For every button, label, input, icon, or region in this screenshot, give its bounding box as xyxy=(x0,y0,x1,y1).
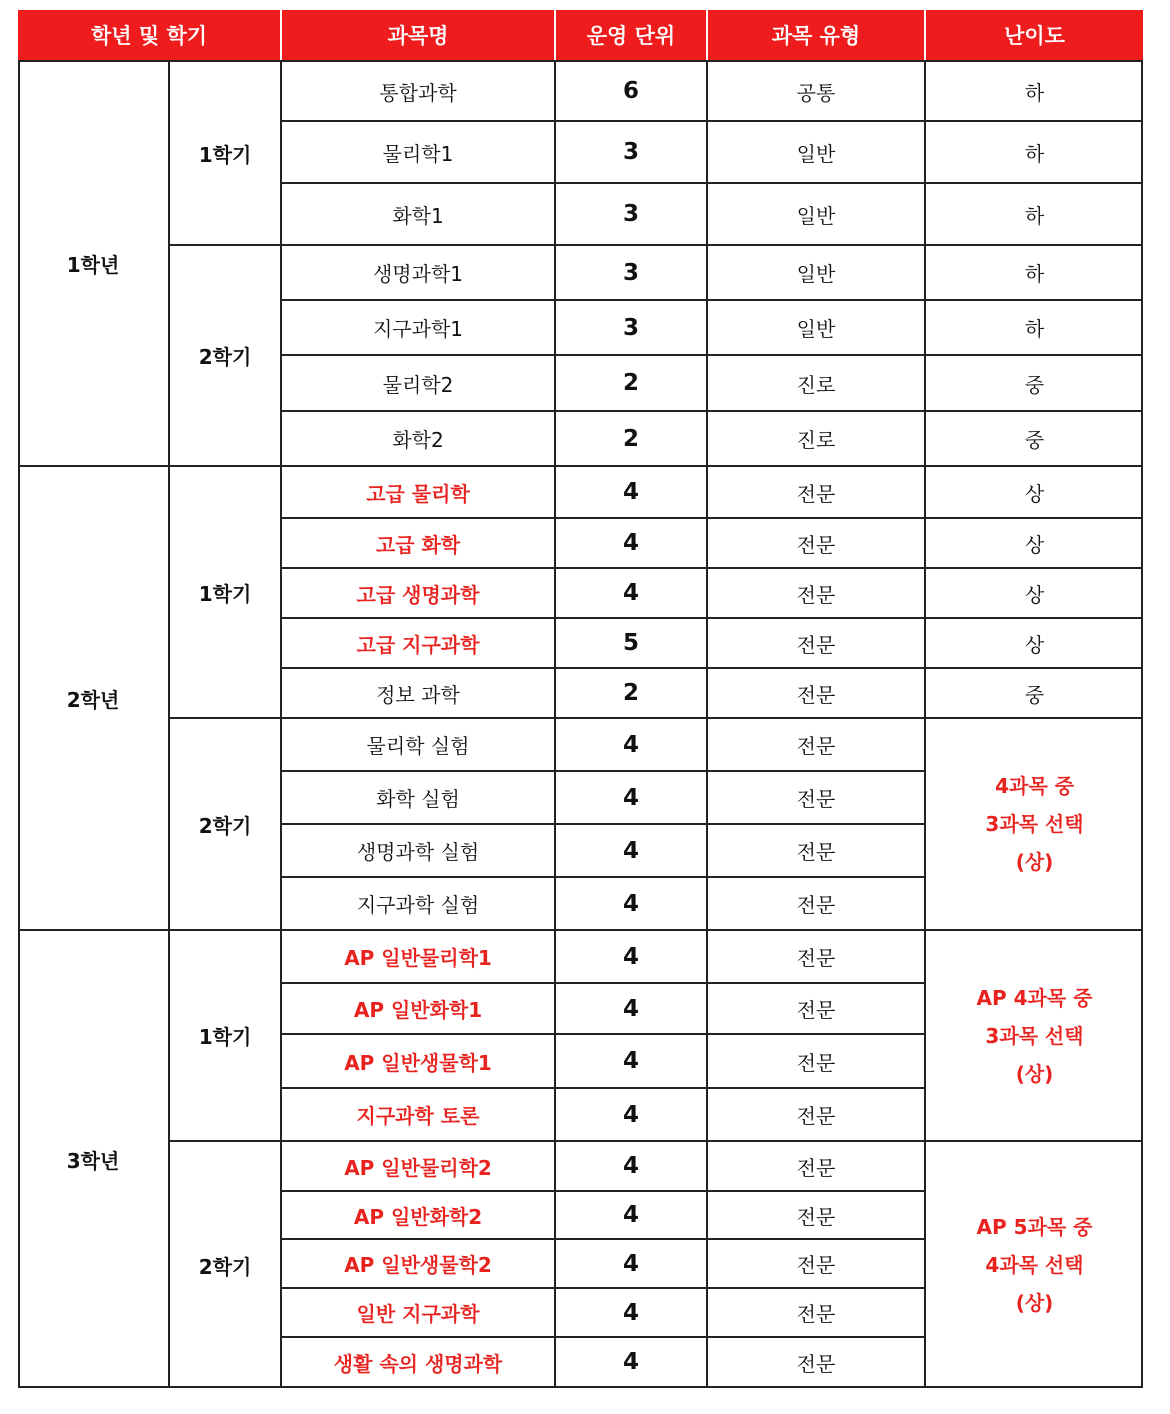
operating-units: 4 xyxy=(622,995,639,1022)
subject-name: 지구과학 토론 xyxy=(356,1104,480,1128)
note-line: (상) xyxy=(1015,1061,1054,1086)
operating-units: 2 xyxy=(622,425,639,452)
header-grade-semester: 학년 및 학기 xyxy=(18,10,280,60)
subject-name: 통합과학 xyxy=(379,80,457,105)
operating-units: 3 xyxy=(622,259,639,286)
subject-type: 일반 xyxy=(796,317,836,341)
semester-g1-s2: 2학기 xyxy=(198,345,252,369)
subject-type: 전문 xyxy=(796,1104,836,1128)
operating-units: 4 xyxy=(622,837,639,864)
selection-note-grade3-s1 xyxy=(926,931,1143,1140)
difficulty-level: 하 xyxy=(1024,262,1045,286)
subject-type: 전문 xyxy=(796,734,836,758)
table-border xyxy=(280,410,1143,412)
difficulty-level: 중 xyxy=(1024,372,1045,397)
table-border xyxy=(706,60,708,1388)
subject-name: 고급 화학 xyxy=(375,532,461,557)
operating-units: 3 xyxy=(622,314,639,341)
operating-units: 5 xyxy=(622,630,639,656)
curriculum-table xyxy=(18,10,1143,1388)
semester-g3-s1: 1학기 xyxy=(198,1025,252,1049)
table-border xyxy=(924,60,926,1388)
table-border xyxy=(280,182,1143,184)
selection-note-grade2-s2 xyxy=(926,719,1143,929)
table-border xyxy=(280,1033,926,1035)
table-border xyxy=(280,1336,926,1338)
subject-name: AP 일반화학1 xyxy=(353,998,483,1022)
subject-name: 정보 과학 xyxy=(376,682,460,707)
grade-2: 2학년 xyxy=(66,687,120,712)
subject-type: 전문 xyxy=(796,787,836,811)
difficulty-level: 상 xyxy=(1024,582,1045,607)
subject-name: 물리학1 xyxy=(382,141,454,166)
table-border xyxy=(280,667,1143,669)
subject-type: 전문 xyxy=(796,582,836,607)
operating-units: 4 xyxy=(622,479,639,505)
table-border xyxy=(1141,60,1143,1388)
table-border xyxy=(280,1238,926,1240)
table-border xyxy=(18,60,20,1388)
note-line: 4과목 중 xyxy=(995,774,1074,798)
subject-type: 전문 xyxy=(796,532,836,557)
subject-type: 일반 xyxy=(796,141,836,166)
table-border xyxy=(280,929,1143,931)
note-line: 3과목 선택 xyxy=(985,812,1084,836)
operating-units: 3 xyxy=(622,201,639,227)
difficulty-level: 하 xyxy=(1024,203,1045,228)
table-border xyxy=(280,567,1143,569)
operating-units: 2 xyxy=(622,680,639,706)
subject-type: 전문 xyxy=(796,893,836,917)
operating-units: 4 xyxy=(622,784,639,811)
subject-name: 일반 지구과학 xyxy=(356,1302,480,1326)
subject-name: AP 일반생물학1 xyxy=(344,1050,492,1075)
table-border xyxy=(280,982,926,984)
subject-name: 물리학2 xyxy=(382,372,454,397)
difficulty-level: 중 xyxy=(1024,682,1045,707)
subject-type: 일반 xyxy=(796,262,836,286)
operating-units: 4 xyxy=(622,1101,639,1128)
semester-g1-s1: 1학기 xyxy=(198,142,252,167)
operating-units: 4 xyxy=(622,1048,639,1074)
subject-type: 전문 xyxy=(796,1204,836,1229)
operating-units: 4 xyxy=(622,530,639,556)
subject-type: 전문 xyxy=(796,682,836,707)
note-line: AP 4과목 중 xyxy=(976,985,1093,1010)
operating-units: 2 xyxy=(622,370,639,396)
table-border xyxy=(280,60,282,1388)
subject-name: 생명과학 실험 xyxy=(356,840,480,864)
table-border xyxy=(280,770,926,772)
table-border xyxy=(280,876,926,878)
operating-units: 4 xyxy=(622,1299,639,1326)
difficulty-level: 상 xyxy=(1024,481,1045,506)
subject-name: 물리학 실험 xyxy=(366,734,470,758)
subject-name: AP 일반생물학2 xyxy=(344,1253,492,1277)
operating-units: 4 xyxy=(622,943,639,970)
difficulty-level: 상 xyxy=(1024,532,1045,557)
subject-type: 전문 xyxy=(796,946,836,970)
subject-type: 전문 xyxy=(796,1155,836,1180)
table-border xyxy=(168,60,170,1388)
semester-g2-s1: 1학기 xyxy=(198,581,252,606)
operating-units: 4 xyxy=(622,1349,639,1375)
subject-type: 일반 xyxy=(796,203,836,228)
semester-g3-s2: 2학기 xyxy=(198,1254,252,1279)
table-border xyxy=(280,1140,1143,1142)
operating-units: 4 xyxy=(622,1202,639,1228)
header-type: 과목 유형 xyxy=(708,10,924,60)
semester-g2-s2: 2학기 xyxy=(198,813,252,838)
operating-units: 4 xyxy=(622,1250,639,1277)
table-border xyxy=(18,60,1143,62)
note-line: AP 5과목 중 xyxy=(976,1215,1093,1239)
operating-units: 4 xyxy=(622,890,639,917)
difficulty-level: 중 xyxy=(1024,428,1045,452)
subject-type: 전문 xyxy=(796,481,836,506)
subject-name: 지구과학1 xyxy=(372,317,463,341)
subject-name: 고급 생명과학 xyxy=(356,582,480,607)
subject-type: 전문 xyxy=(796,840,836,864)
operating-units: 4 xyxy=(622,1153,639,1179)
subject-type: 전문 xyxy=(796,1302,836,1326)
subject-type: 전문 xyxy=(796,632,836,657)
operating-units: 4 xyxy=(622,731,639,758)
grade-1: 1학년 xyxy=(66,253,120,277)
subject-name: 고급 물리학 xyxy=(366,481,470,506)
note-line: (상) xyxy=(1015,1291,1054,1315)
subject-name: 생명과학1 xyxy=(372,262,463,286)
header-subject: 과목명 xyxy=(282,10,554,60)
note-line: (상) xyxy=(1015,850,1054,874)
difficulty-level: 하 xyxy=(1024,80,1045,105)
table-border xyxy=(280,244,1143,246)
table-border xyxy=(280,465,1143,467)
subject-type: 전문 xyxy=(796,998,836,1022)
operating-units: 4 xyxy=(622,580,639,606)
subject-name: AP 일반물리학2 xyxy=(344,1155,492,1180)
note-line: 4과목 선택 xyxy=(985,1253,1084,1277)
operating-units: 3 xyxy=(622,139,639,165)
table-border xyxy=(280,1287,926,1289)
subject-type: 전문 xyxy=(796,1351,836,1376)
operating-units: 6 xyxy=(622,78,639,104)
table-border xyxy=(280,120,1143,122)
subject-type: 진로 xyxy=(796,372,836,397)
difficulty-level: 하 xyxy=(1024,317,1045,341)
subject-name: 생활 속의 생명과학 xyxy=(333,1351,503,1376)
table-border xyxy=(280,1087,926,1089)
note-line: 3과목 선택 xyxy=(985,1023,1084,1048)
header-units: 운영 단위 xyxy=(556,10,706,60)
difficulty-level: 상 xyxy=(1024,632,1045,657)
subject-name: 고급 지구과학 xyxy=(356,632,480,657)
table-border xyxy=(280,354,1143,356)
table-border xyxy=(280,299,1143,301)
subject-type: 전문 xyxy=(796,1050,836,1075)
header-difficulty: 난이도 xyxy=(926,10,1143,60)
subject-type: 전문 xyxy=(796,1253,836,1277)
difficulty-level: 하 xyxy=(1024,141,1045,166)
table-border xyxy=(280,617,1143,619)
grade-3: 3학년 xyxy=(66,1149,120,1173)
table-border xyxy=(280,1190,926,1192)
subject-name: 지구과학 실험 xyxy=(356,893,480,917)
table-border xyxy=(554,60,556,1388)
subject-name: 화학2 xyxy=(392,428,444,452)
table-border xyxy=(280,517,1143,519)
table-border xyxy=(280,717,1143,719)
selection-note-grade3-s2 xyxy=(926,1142,1143,1388)
subject-name: 화학1 xyxy=(392,203,444,228)
subject-type: 공통 xyxy=(796,80,836,105)
table-border xyxy=(18,1386,1143,1388)
table-border xyxy=(280,823,926,825)
subject-name: AP 일반화학2 xyxy=(353,1204,483,1229)
subject-name: 화학 실험 xyxy=(376,787,460,811)
subject-type: 진로 xyxy=(796,428,836,452)
subject-name: AP 일반물리학1 xyxy=(344,946,492,970)
